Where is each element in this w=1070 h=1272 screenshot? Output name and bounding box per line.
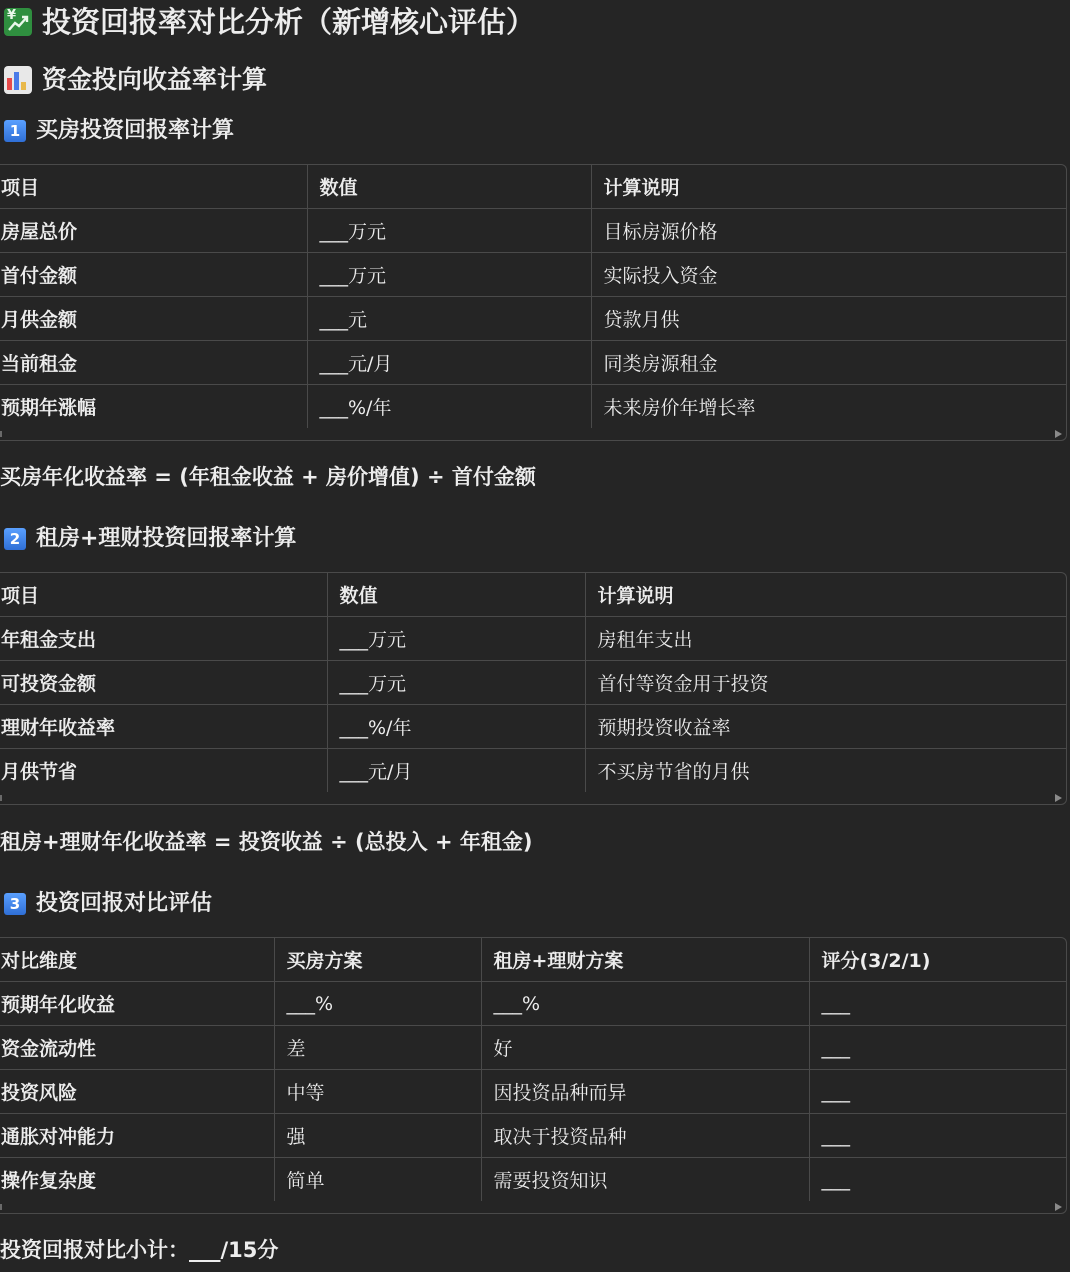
keycap-number-icon: 2 [4, 528, 26, 550]
row-label: 预期年涨幅 [1, 397, 97, 419]
scroll-right-icon[interactable] [1055, 430, 1062, 438]
buy-house-formula: 买房年化收益率 = (年租金收益 + 房价增值) ÷ 首付金额 [0, 465, 536, 489]
table-row [0, 297, 1066, 341]
table-header-row [0, 573, 1066, 617]
table-row [0, 1026, 1066, 1070]
column-header: 计算说明 [591, 165, 1066, 209]
table-row [0, 253, 1066, 297]
row-label: 可投资金额 [0, 661, 327, 705]
page-title-text: 投资回报率对比分析（新增核心评估） [42, 5, 536, 39]
note-cell: 同类房源租金 [591, 341, 1066, 385]
column-header: 项目 [0, 573, 327, 617]
column-header: 数值 [307, 165, 591, 209]
buy-cell: 中等 [274, 1070, 481, 1114]
note-cell: 首付等资金用于投资 [585, 661, 1066, 705]
row-label: 年租金支出 [0, 617, 327, 661]
scroll-right-icon[interactable] [1055, 1203, 1062, 1211]
part3-heading [4, 888, 212, 920]
rent-cell: 需要投资知识 [481, 1158, 809, 1202]
table-row [0, 1070, 1066, 1114]
note-cell: 实际投入资金 [591, 253, 1066, 297]
column-header: 评分(3/2/1) [809, 938, 1066, 982]
rent-cell: 好 [481, 1026, 809, 1070]
note-cell: 未来房价年增长率 [591, 385, 1066, 429]
row-label: 月供金额 [0, 297, 307, 341]
value-cell: ___万元 [327, 617, 585, 661]
comparison-table [0, 937, 1067, 1214]
column-header: 租房+理财方案 [481, 938, 809, 982]
row-label: 月供节省 [1, 761, 78, 783]
score-cell: ___ [809, 1026, 1066, 1070]
table-row [0, 617, 1066, 661]
keycap-number-icon: 1 [4, 120, 26, 142]
score-cell: ___ [809, 1158, 1066, 1202]
note-cell: 贷款月供 [591, 297, 1066, 341]
table-row [0, 209, 1066, 253]
horizontal-scrollbar[interactable] [0, 1201, 1066, 1213]
buy-cell: 差 [274, 1026, 481, 1070]
value-cell: ___%/年 [307, 385, 591, 429]
column-header: 计算说明 [585, 573, 1066, 617]
part1-heading-text: 买房投资回报率计算 [36, 118, 235, 143]
score-cell: ___ [809, 1070, 1066, 1114]
column-header: 买房方案 [274, 938, 481, 982]
buy-cell: 简单 [274, 1158, 481, 1202]
part3-heading-text: 投资回报对比评估 [36, 891, 213, 916]
table-row [0, 1114, 1066, 1158]
row-label: 理财年收益率 [0, 705, 327, 749]
comparison-subtotal: 投资回报对比小计：___/15分 [0, 1238, 279, 1262]
note-cell: 不买房节省的月供 [585, 749, 1066, 793]
rent-invest-formula: 租房+理财年化收益率 = 投资收益 ÷ (总投入 + 年租金) [0, 830, 533, 854]
section-title [4, 62, 267, 98]
note-cell: 目标房源价格 [591, 209, 1066, 253]
note-cell: 预期投资收益率 [585, 705, 1066, 749]
value-cell: ___元/月 [307, 341, 591, 385]
money-chart-icon: ¥ [4, 8, 32, 36]
table-row [0, 705, 1066, 749]
value-cell: ___万元 [307, 253, 591, 297]
table-row [0, 749, 1066, 793]
note-cell: 房租年支出 [585, 617, 1066, 661]
horizontal-scrollbar[interactable] [0, 792, 1066, 804]
table-row [0, 982, 1066, 1026]
column-header: 对比维度 [0, 938, 274, 982]
row-label: 操作复杂度 [1, 1170, 97, 1192]
row-label: 投资风险 [0, 1070, 274, 1114]
value-cell: ___%/年 [327, 705, 585, 749]
bar-chart-icon [4, 66, 32, 94]
section-title-text: 资金投向收益率计算 [42, 65, 268, 94]
score-cell: ___ [809, 1114, 1066, 1158]
rent-cell: 取决于投资品种 [481, 1114, 809, 1158]
table-header-row [0, 165, 1066, 209]
table-row [0, 661, 1066, 705]
scroll-right-icon[interactable] [1055, 794, 1062, 802]
row-label: 首付金额 [0, 253, 307, 297]
horizontal-scrollbar[interactable] [0, 428, 1066, 440]
part2-heading [4, 523, 296, 555]
column-header: 项目 [0, 165, 307, 209]
buy-cell: ___% [274, 982, 481, 1026]
row-label: 房屋总价 [0, 209, 307, 253]
rent-cell: ___% [481, 982, 809, 1026]
value-cell: ___元 [307, 297, 591, 341]
table-row [0, 341, 1066, 385]
score-cell: ___ [809, 982, 1066, 1026]
row-label: 预期年化收益 [0, 982, 274, 1026]
value-cell: ___万元 [307, 209, 591, 253]
part2-heading-text: 租房+理财投资回报率计算 [36, 526, 297, 551]
table-row [0, 1158, 1066, 1202]
column-header: 数值 [327, 573, 585, 617]
table-header-row [0, 938, 1066, 982]
rent-cell: 因投资品种而异 [481, 1070, 809, 1114]
row-label: 资金流动性 [0, 1026, 274, 1070]
value-cell: ___元/月 [327, 749, 585, 793]
rent-invest-table [0, 572, 1067, 805]
page-title [4, 4, 535, 40]
keycap-number-icon: 3 [4, 893, 26, 915]
part1-heading [4, 115, 234, 147]
row-label: 通胀对冲能力 [0, 1114, 274, 1158]
table-row [0, 385, 1066, 429]
value-cell: ___万元 [327, 661, 585, 705]
row-label: 当前租金 [0, 341, 307, 385]
buy-cell: 强 [274, 1114, 481, 1158]
buy-house-table [0, 164, 1067, 441]
